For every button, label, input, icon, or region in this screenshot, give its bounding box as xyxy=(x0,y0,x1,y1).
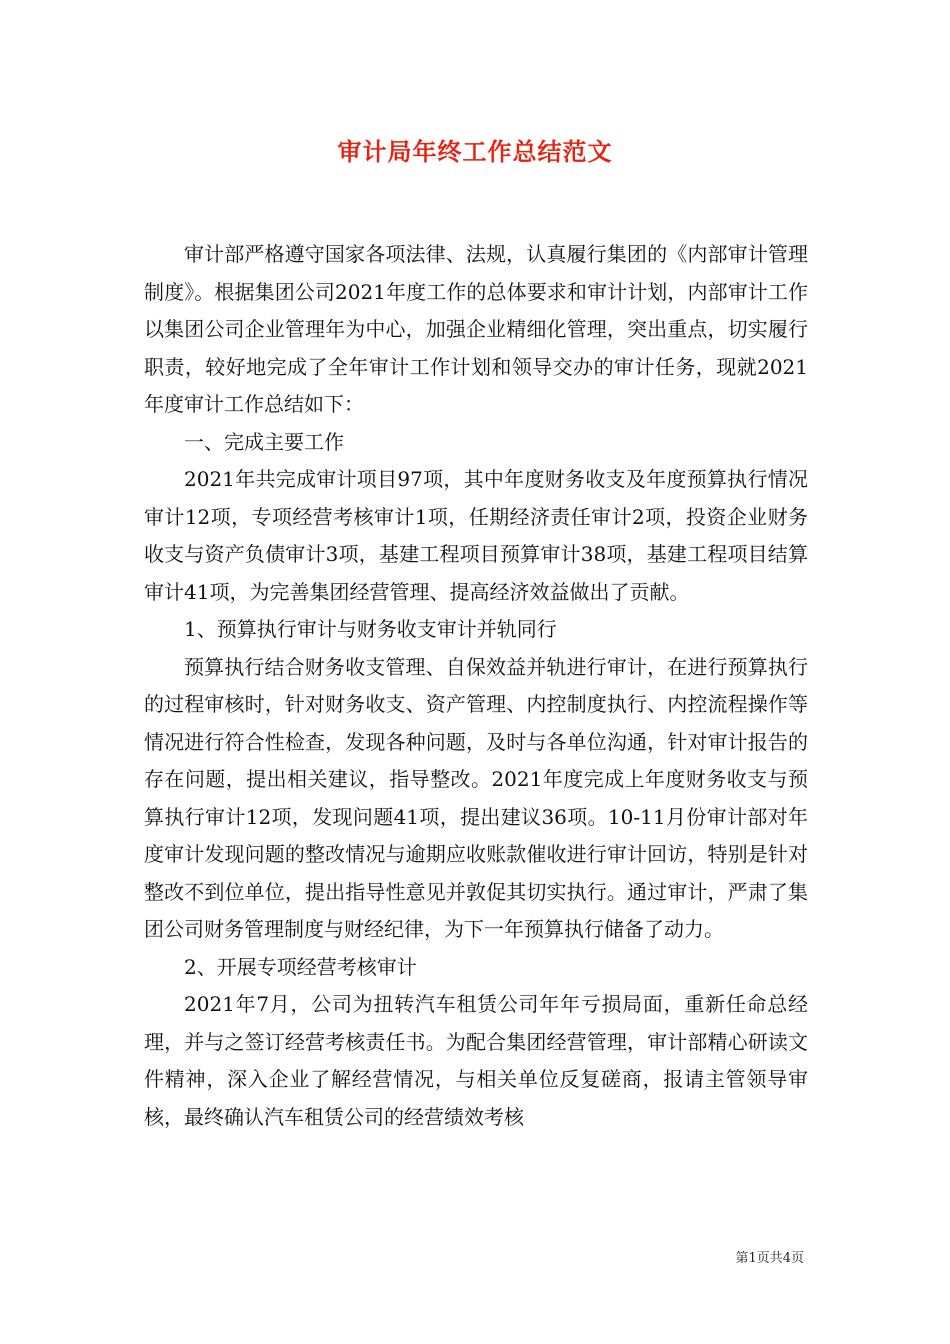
subsection-heading-budget-audit: 1、预算执行审计与财务收支审计并轨同行 xyxy=(184,617,557,641)
section-heading-main-work: 一、完成主要工作 xyxy=(184,429,344,454)
document-body xyxy=(144,236,808,1136)
page-number: 第1页共4页 xyxy=(735,1251,804,1266)
intro-paragraph: 审计部严格遵守国家各项法律、法规，认真履行集团的《内部审计管理制度》。根据集团公司2021年度工作的总体要求和审计计划，内部审计工作以集团公司企业管理年为中心，加强企业精细化管理，突出重点，切实履行职责，较好地完成了全年审计工作计划和领导交办的审计任务，现就2021年度审计工作总结如下： xyxy=(144,242,808,416)
budget-audit-paragraph: 预算执行结合财务收支管理、自保效益并轨进行审计，在进行预算执行的过程审核时，针对财务收支、资产管理、内控制度执行、内控流程操作等情况进行符合性检查，发现各种问题，及时与各单位沟通，针对审计报告的存在问题，提出相关建议，指导整改。2021年度完成上年度财务收支与预算执行审计12项，发现问题41项，提出建议36项。10-11月份审计部对年度审计发现问题的整改情况与逾期应收账款催收进行审计回访，特别是针对整改不到位单位，提出指导性意见并敦促其切实执行。通过审计，严肃了集团公司财务管理制度与财经纪律，为下一年预算执行储备了动力。 xyxy=(144,654,808,941)
subsection-heading-special-audit: 2、开展专项经营考核审计 xyxy=(184,954,417,979)
summary-paragraph: 2021年共完成审计项目97项，其中年度财务收支及年度预算执行情况审计12项，专项经营考核审计1项，任期经济责任审计2项，投资企业财务收支与资产负债审计3项，基建工程项目预算审计38项，基建工程项目结算审计41项，为完善集团经营管理、提高经济效益做出了贡献。 xyxy=(144,467,808,604)
special-audit-paragraph: 2021年7月，公司为扭转汽车租赁公司年年亏损局面，重新任命总经理，并与之签订经营考核责任书。为配合集团经营管理，审计部精心研读文件精神，深入企业了解经营情况，与相关单位反复磋商，报请主管领导审核，最终确认汽车租赁公司的经营绩效考核 xyxy=(144,992,808,1129)
document-title: 审计局年终工作总结范文 xyxy=(337,137,613,166)
